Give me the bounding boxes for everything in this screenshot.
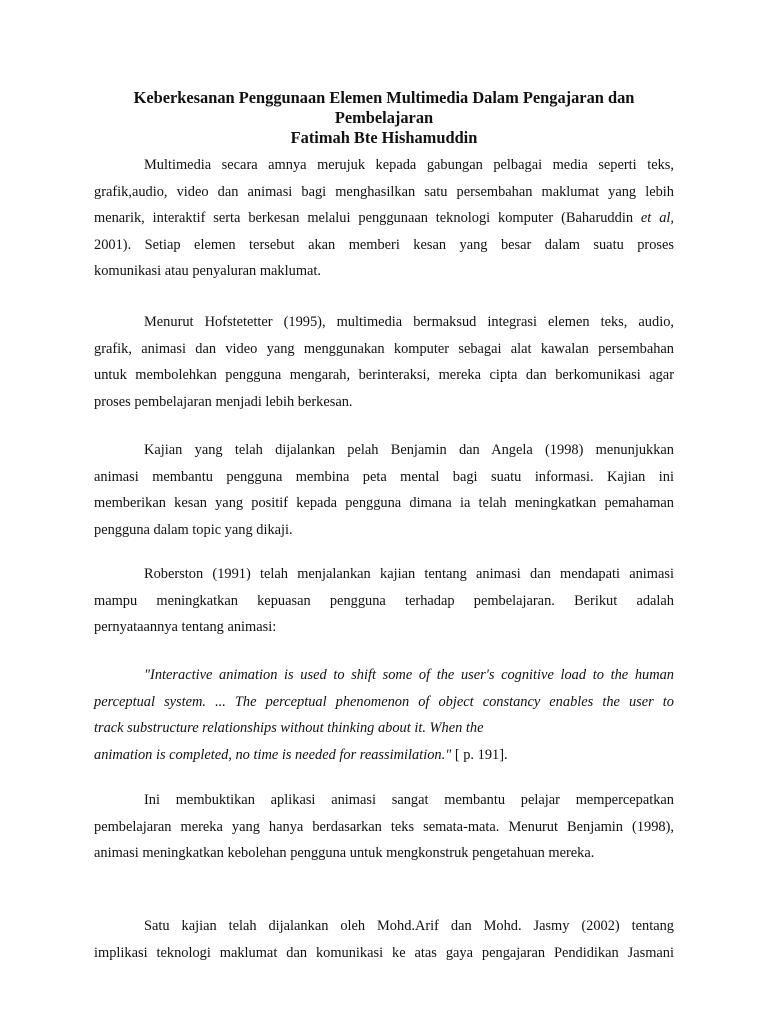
author-name: Fatimah Bte Hishamuddin (290, 128, 478, 147)
text-segment: animation is completed, no time is needed for reassimilation." (94, 746, 452, 763)
document-title (80, 88, 688, 148)
text-line: pembelajaran mereka yang hanya berdasarkan teks semata-mata. Menurut Benjamin (1998), (94, 818, 674, 835)
text-segment: menarik, interaktif serta berkesan melalui penggunaan teknologi komputer (Baharuddin (94, 210, 634, 226)
paragraph-3 (94, 437, 674, 543)
text-line: grafik, animasi dan video yang menggunakan komputer sebagai alat kawalan persembahan (94, 340, 674, 357)
title-line: Pembelajaran (334, 108, 434, 127)
text-line: Roberston (1991) telah menjalankan kajian tentang animasi dan mendapati animasi (144, 566, 674, 582)
page-reference: [ p. 191]. (451, 746, 508, 763)
text-line: memberikan kesan yang positif kepada pengguna dimana ia telah meningkatkan pemahaman (94, 495, 674, 511)
text-line: untuk membolehkan pengguna mengarah, berinteraksi, mereka cipta dan berkomunikasi agar (94, 367, 674, 383)
text-line: pengguna dalam topic yang dikaji. (94, 521, 293, 538)
text-line: Menurut Hofstetetter (1995), multimedia bermaksud integrasi elemen teks, audio, (144, 314, 674, 330)
text-line: proses pembelajaran menjadi lebih berkesan. (94, 393, 353, 410)
quote-block (94, 662, 674, 768)
text-line: Satu kajian telah dijalankan oleh Mohd.Arif dan Mohd. Jasmy (2002) tentang (144, 918, 674, 934)
paragraph-6 (94, 913, 674, 966)
quote-line: perceptual system. ... The perceptual phenomenon of object constancy enables the user to (94, 693, 674, 710)
quote-line: track substructure relationships without thinking about it. When the (94, 720, 484, 736)
text-line: pernyataannya tentang animasi: (94, 619, 277, 635)
text-line: 2001). Setiap elemen tersebut akan memberi kesan yang besar dalam suatu proses (94, 236, 674, 253)
text-line: animasi meningkatkan kebolehan pengguna untuk mengkonstruk pengetahuan mereka. (94, 845, 595, 861)
paragraph-1 (94, 152, 674, 285)
text-line: animasi membantu pengguna membina peta mental bagi suatu informasi. Kajian ini (94, 468, 674, 485)
text-line: komunikasi atau penyaluran maklumat. (94, 263, 321, 279)
text-line: implikasi teknologi maklumat dan komunikasi ke atas gaya pengajaran Pendidikan Jasmani (94, 944, 674, 961)
paragraph-5 (94, 787, 674, 867)
title-line: Keberkesanan Penggunaan Elemen Multimedia Dalam Pengajaran dan (133, 88, 635, 107)
text-line: mampu meningkatkan kepuasan pengguna terhadap pembelajaran. Berikut adalah (94, 592, 674, 609)
text-line: Multimedia secara amnya merujuk kepada gabungan pelbagai media seperti teks, (144, 157, 674, 173)
quote-line (94, 742, 674, 769)
text-line: Kajian yang telah dijalankan pelah Benjamin dan Angela (1998) menunjukkan (144, 442, 674, 458)
text-line: Ini membuktikan aplikasi animasi sangat membantu pelajar mempercepatkan (144, 792, 674, 808)
paragraph-4 (94, 561, 674, 641)
text-line (94, 205, 674, 232)
text-line: grafik,audio, video dan animasi bagi menghasilkan satu persembahan maklumat yang lebih (94, 183, 674, 200)
paragraph-2 (94, 309, 674, 415)
italic-citation: et al, (640, 210, 674, 226)
quote-line: "Interactive animation is used to shift some of the user's cognitive load to the human (144, 667, 674, 683)
